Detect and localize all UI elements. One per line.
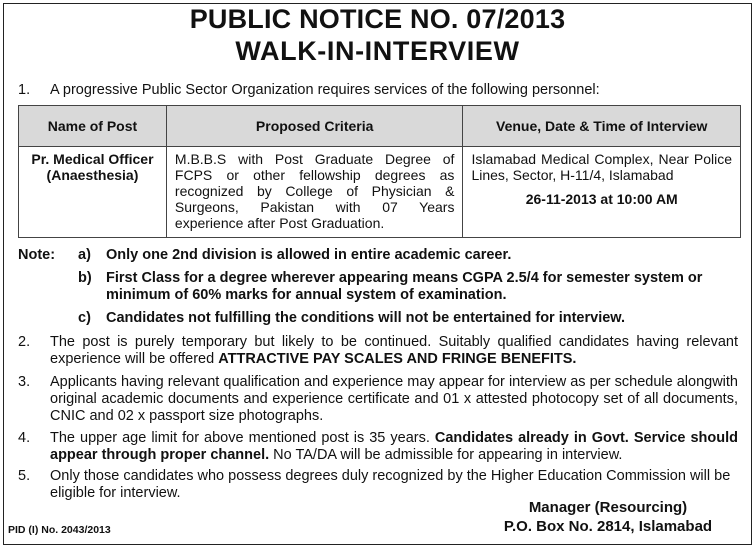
note-text: Only one 2nd division is allowed in entire academic career. <box>106 247 512 263</box>
posts-table <box>18 105 741 238</box>
intro-paragraph <box>18 82 738 99</box>
table-row <box>19 147 741 238</box>
paragraph-5 <box>18 468 738 502</box>
interview-datetime: 26-11-2013 at 10:00 AM <box>525 191 678 207</box>
signature-block <box>476 498 740 536</box>
paragraph-emphasis: ATTRACTIVE PAY SCALES AND FRINGE BENEFITS. <box>218 351 577 367</box>
note-letter: b) <box>78 270 92 286</box>
paragraph-body: The post is purely temporary but likely to be continued. Suitably qualified candidates having relevant experience will be offered <box>50 334 738 367</box>
notice-header <box>0 3 755 66</box>
paragraph-number: 1. <box>18 82 31 98</box>
postal-address: P.O. Box No. 2814, Islamabad <box>503 518 713 535</box>
paragraph-4 <box>18 430 738 464</box>
paragraph-text <box>50 430 738 464</box>
venue-address: Islamabad Medical Complex, Near Police Lines, Sector, H-11/4, Islamabad <box>471 151 732 183</box>
note-label: Note: <box>18 247 56 263</box>
post-name: Pr. Medical Officer <box>31 151 154 167</box>
criteria-cell: M.B.B.S with Post Graduate Degree of FCPS or other fellowship degrees as recognized by College of Physician & Surgeons, Pakistan with 07 Years experience after Post Graduation. <box>166 147 463 238</box>
note-text: First Class for a degree wherever appearing means CGPA 2.5/4 for semester system or minimum of 60% marks for annual system of examination. <box>106 270 703 303</box>
note-letter: c) <box>78 310 91 326</box>
table-header-row <box>19 106 741 147</box>
paragraph-emphasis: Candidates already in Govt. Service should appear through proper channel. <box>50 430 738 463</box>
paragraph-number: 4. <box>18 430 31 446</box>
column-header-venue: Venue, Date & Time of Interview <box>463 106 741 147</box>
paragraph-text: A progressive Public Sector Organization requires services of the following personnel: <box>50 82 600 98</box>
column-header-criteria: Proposed Criteria <box>166 106 463 147</box>
notice-subtitle: WALK-IN-INTERVIEW <box>235 36 520 66</box>
paragraph-tail: No TA/DA will be admissible for appearing in interview. <box>269 447 623 463</box>
paragraph-text: Only those candidates who possess degrees duly recognized by the Higher Education Commission will be eligible for interview. <box>50 468 731 501</box>
note-item <box>78 270 738 304</box>
paragraph-3 <box>18 374 738 425</box>
column-header-post: Name of Post <box>19 106 167 147</box>
note-item <box>78 247 738 264</box>
paragraph-2 <box>18 334 738 368</box>
paragraph-body: The upper age limit for above mentioned post is 35 years. <box>50 430 435 446</box>
note-letter: a) <box>78 247 91 263</box>
paragraph-number: 2. <box>18 334 31 350</box>
signatory-title: Manager (Resourcing) <box>528 499 688 516</box>
post-specialty: (Anaesthesia) <box>46 167 139 183</box>
note-text: Candidates not fulfilling the conditions will not be entertained for interview. <box>106 310 626 326</box>
note-item <box>78 310 738 327</box>
paragraph-text <box>50 334 738 368</box>
notice-title: PUBLIC NOTICE NO. 07/2013 <box>189 4 566 34</box>
pid-number: PID (I) No. 2043/2013 <box>8 524 111 536</box>
paragraph-text: Applicants having relevant qualification and experience may appear for interview as per schedule alongwith original academic documents and experience certificate and 01 x attested photocopy set of all documents, CNIC and 02 x passport size photographs. <box>50 374 738 424</box>
paragraph-number: 3. <box>18 374 31 390</box>
paragraph-number: 5. <box>18 468 31 484</box>
venue-cell <box>463 147 741 238</box>
post-name-cell <box>19 147 167 238</box>
